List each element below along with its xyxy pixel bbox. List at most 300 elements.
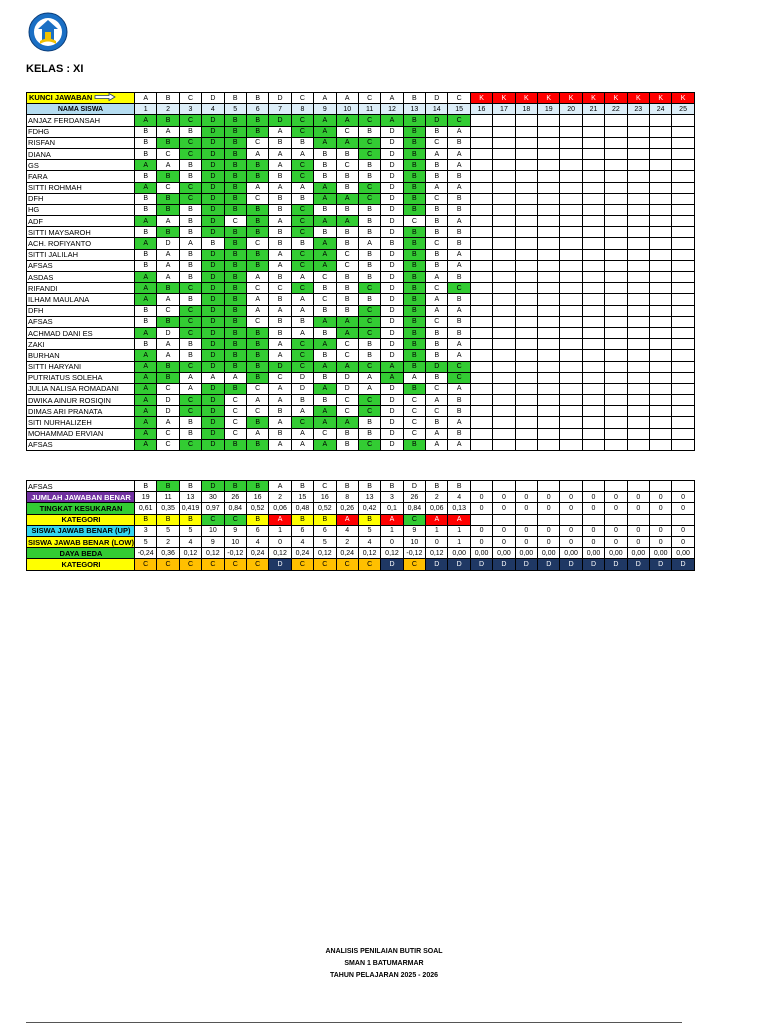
answer-cell: C	[448, 115, 470, 126]
answer-cell: A	[314, 439, 336, 450]
answer-cell: D	[381, 272, 403, 283]
footer-school: SMAN 1 BATUMARMAR	[344, 960, 424, 967]
answer-cell	[515, 204, 537, 215]
answer-cell: A	[426, 428, 448, 439]
answer-cell: C	[358, 115, 380, 126]
answer-cell: B	[403, 182, 425, 193]
answer-cell: A	[157, 339, 179, 350]
answer-cell	[470, 316, 492, 327]
answer-cell: C	[358, 439, 380, 450]
answer-cell	[560, 327, 582, 338]
answer-cell	[649, 417, 671, 428]
answer-cell: D	[291, 372, 313, 383]
answer-cell: B	[224, 272, 246, 283]
answer-cell: B	[291, 481, 313, 492]
answer-cell	[627, 294, 649, 305]
answer-cell	[672, 260, 694, 271]
answer-cell	[493, 372, 515, 383]
answer-cell	[515, 361, 537, 372]
analysis-value: 4	[358, 536, 380, 547]
analysis-value: 0	[649, 492, 671, 503]
answer-cell	[582, 481, 604, 492]
answer-cell: A	[314, 182, 336, 193]
answer-cell	[493, 272, 515, 283]
answer-cell: A	[291, 272, 313, 283]
answer-cell: A	[135, 439, 157, 450]
answer-cell: D	[381, 249, 403, 260]
answer-cell: B	[246, 216, 268, 227]
answer-cell: B	[358, 428, 380, 439]
answer-cell: D	[291, 383, 313, 394]
student-row	[27, 238, 695, 249]
answer-cell	[515, 327, 537, 338]
analysis-value: A	[336, 514, 358, 525]
answer-cell: B	[246, 350, 268, 361]
answer-cell	[582, 193, 604, 204]
answer-cell: B	[403, 383, 425, 394]
answer-cell: B	[314, 148, 336, 159]
answer-cell	[538, 249, 560, 260]
student-name: ILHAM MAULANA	[27, 294, 135, 305]
answer-cell: A	[448, 350, 470, 361]
answer-key-cell: K	[515, 93, 537, 104]
answer-cell: B	[403, 439, 425, 450]
answer-cell: B	[426, 227, 448, 238]
answer-cell: B	[135, 305, 157, 316]
answer-cell: A	[269, 216, 291, 227]
student-row	[27, 260, 695, 271]
summary-student-row	[27, 481, 695, 492]
answer-cell	[515, 171, 537, 182]
answer-cell	[538, 395, 560, 406]
answer-cell: A	[157, 417, 179, 428]
answer-cell: C	[314, 428, 336, 439]
answer-cell	[493, 249, 515, 260]
analysis-value: 0,26	[336, 503, 358, 514]
answer-cell: B	[179, 126, 201, 137]
analysis-value: A	[381, 514, 403, 525]
analysis-value: 0	[605, 503, 627, 514]
answer-cell	[582, 339, 604, 350]
analysis-value	[493, 514, 515, 525]
answer-cell	[582, 126, 604, 137]
answer-cell: C	[179, 316, 201, 327]
analysis-value: 0	[582, 536, 604, 547]
answer-cell	[470, 417, 492, 428]
answer-cell: A	[246, 182, 268, 193]
answer-cell: B	[336, 272, 358, 283]
answer-cell: C	[157, 182, 179, 193]
answer-cell	[672, 182, 694, 193]
answer-cell	[560, 238, 582, 249]
school-emblem-icon	[28, 12, 68, 52]
answer-cell	[470, 272, 492, 283]
answer-cell	[560, 260, 582, 271]
analysis-value: 0	[560, 536, 582, 547]
answer-cell: B	[403, 316, 425, 327]
answer-cell	[605, 238, 627, 249]
answer-cell: C	[358, 361, 380, 372]
answer-cell: C	[246, 137, 268, 148]
answer-cell	[672, 406, 694, 417]
answer-cell	[493, 350, 515, 361]
answer-cell: A	[448, 182, 470, 193]
answer-key-cell: A	[336, 93, 358, 104]
answer-cell	[672, 283, 694, 294]
answer-cell	[649, 372, 671, 383]
answer-cell: C	[426, 137, 448, 148]
analysis-value: 26	[403, 492, 425, 503]
answer-cell: A	[314, 193, 336, 204]
answer-cell: C	[291, 115, 313, 126]
answer-cell: A	[336, 327, 358, 338]
answer-cell	[538, 327, 560, 338]
student-name: SITTI JALILAH	[27, 249, 135, 260]
answer-cell	[493, 339, 515, 350]
answer-cell: D	[202, 305, 224, 316]
answer-cell: A	[291, 439, 313, 450]
answer-cell	[605, 339, 627, 350]
answer-cell: C	[179, 137, 201, 148]
answer-cell: B	[314, 171, 336, 182]
answer-cell: C	[291, 260, 313, 271]
answer-cell	[470, 148, 492, 159]
answer-cell: B	[426, 126, 448, 137]
answer-cell	[649, 238, 671, 249]
student-name: BURHAN	[27, 350, 135, 361]
answer-cell	[560, 350, 582, 361]
answer-cell	[672, 272, 694, 283]
answer-cell	[605, 148, 627, 159]
answer-cell: C	[336, 395, 358, 406]
student-row	[27, 350, 695, 361]
answer-cell: A	[336, 193, 358, 204]
analysis-value: D	[560, 559, 582, 570]
answer-cell: B	[403, 238, 425, 249]
answer-cell	[493, 316, 515, 327]
answer-cell	[605, 193, 627, 204]
answer-cell: D	[381, 283, 403, 294]
answer-cell: B	[314, 395, 336, 406]
answer-cell	[515, 439, 537, 450]
question-number: 3	[179, 104, 201, 115]
analysis-value: 0,24	[291, 548, 313, 559]
answer-cell: D	[381, 148, 403, 159]
answer-cell: A	[157, 126, 179, 137]
answer-cell	[605, 327, 627, 338]
analysis-value	[560, 514, 582, 525]
analysis-value: 0,00	[560, 548, 582, 559]
answer-cell: A	[381, 115, 403, 126]
student-name: SITTI ROHMAH	[27, 182, 135, 193]
answer-cell	[515, 283, 537, 294]
answer-cell	[493, 148, 515, 159]
answer-cell: A	[246, 294, 268, 305]
answer-cell	[538, 148, 560, 159]
answer-key-cell: C	[291, 93, 313, 104]
answer-cell: D	[381, 327, 403, 338]
answer-cell: A	[269, 182, 291, 193]
answer-cell	[672, 372, 694, 383]
analysis-value: 6	[291, 525, 313, 536]
answer-cell	[582, 383, 604, 394]
answer-cell: B	[179, 204, 201, 215]
answer-cell: C	[179, 406, 201, 417]
answer-cell: B	[224, 316, 246, 327]
answer-cell	[605, 137, 627, 148]
analysis-value: 0	[560, 525, 582, 536]
answer-cell	[493, 439, 515, 450]
answer-key-cell: D	[426, 93, 448, 104]
analysis-value	[672, 514, 694, 525]
answer-cell	[672, 428, 694, 439]
answer-cell: A	[157, 272, 179, 283]
analysis-value: D	[649, 559, 671, 570]
answer-cell: B	[224, 137, 246, 148]
answer-cell: B	[269, 193, 291, 204]
answer-cell: B	[291, 238, 313, 249]
answer-cell	[493, 238, 515, 249]
answer-cell	[672, 249, 694, 260]
answer-cell: A	[179, 372, 201, 383]
answer-cell: A	[179, 383, 201, 394]
answer-cell	[605, 395, 627, 406]
answer-cell: C	[224, 428, 246, 439]
answer-cell: C	[157, 439, 179, 450]
answer-cell: B	[269, 238, 291, 249]
student-row	[27, 428, 695, 439]
answer-cell: D	[381, 350, 403, 361]
analysis-value: 0,12	[426, 548, 448, 559]
answer-cell: A	[358, 238, 380, 249]
answer-cell: A	[157, 160, 179, 171]
analysis-value: C	[336, 559, 358, 570]
answer-cell: A	[314, 316, 336, 327]
answer-cell	[470, 372, 492, 383]
analysis-value: 0,00	[672, 548, 694, 559]
answer-cell: D	[202, 204, 224, 215]
answer-cell	[672, 148, 694, 159]
answer-cell	[672, 115, 694, 126]
answer-cell: D	[202, 406, 224, 417]
answer-cell: A	[269, 481, 291, 492]
answer-cell	[582, 361, 604, 372]
answer-cell: B	[336, 171, 358, 182]
answer-cell	[560, 417, 582, 428]
answer-cell	[649, 204, 671, 215]
analysis-value: 0	[582, 492, 604, 503]
question-number: 6	[246, 104, 268, 115]
answer-cell: A	[135, 372, 157, 383]
answer-cell: B	[314, 227, 336, 238]
answer-cell	[515, 406, 537, 417]
answer-cell	[538, 204, 560, 215]
answer-cell: C	[179, 305, 201, 316]
student-name: SITTI HARYANI	[27, 361, 135, 372]
answer-cell	[649, 160, 671, 171]
student-name: ANJAZ FERDANSAH	[27, 115, 135, 126]
analysis-row-label: KATEGORI	[27, 559, 135, 570]
answer-cell: B	[403, 294, 425, 305]
answer-cell: B	[179, 216, 201, 227]
answer-cell: D	[202, 395, 224, 406]
analysis-value: 0	[515, 525, 537, 536]
answer-cell	[470, 350, 492, 361]
answer-cell	[582, 160, 604, 171]
answer-cell	[470, 283, 492, 294]
class-label: KELAS : XI	[26, 63, 84, 75]
answer-cell: A	[291, 428, 313, 439]
answer-cell: B	[157, 204, 179, 215]
answer-cell	[672, 305, 694, 316]
answer-cell	[515, 272, 537, 283]
answer-cell: B	[157, 227, 179, 238]
answer-cell: B	[403, 171, 425, 182]
analysis-value: D	[538, 559, 560, 570]
answer-cell	[560, 182, 582, 193]
analysis-value: 0	[649, 525, 671, 536]
answer-cell: B	[336, 481, 358, 492]
answer-cell: A	[269, 417, 291, 428]
student-name: JULIA NALISA ROMADANI	[27, 383, 135, 394]
answer-cell: A	[291, 182, 313, 193]
answer-cell: B	[179, 171, 201, 182]
answer-cell: B	[358, 126, 380, 137]
answer-cell	[493, 126, 515, 137]
analysis-value: B	[358, 514, 380, 525]
answer-cell	[515, 193, 537, 204]
analysis-value: 6	[314, 525, 336, 536]
analysis-value: 6	[246, 525, 268, 536]
analysis-value: D	[426, 559, 448, 570]
analysis-value: 11	[157, 492, 179, 503]
answer-cell: A	[448, 160, 470, 171]
answer-cell: C	[224, 395, 246, 406]
answer-cell	[649, 428, 671, 439]
answer-cell: A	[448, 216, 470, 227]
answer-cell	[649, 126, 671, 137]
answer-cell: C	[224, 406, 246, 417]
analysis-value: 0,00	[605, 548, 627, 559]
answer-key-cell: A	[135, 93, 157, 104]
student-row	[27, 361, 695, 372]
answer-cell	[470, 361, 492, 372]
summary-student-name: AFSAS	[27, 481, 135, 492]
answer-cell	[538, 171, 560, 182]
answer-cell	[672, 339, 694, 350]
answer-key-row	[27, 93, 695, 104]
answer-cell	[470, 204, 492, 215]
analysis-value: D	[448, 559, 470, 570]
answer-cell: A	[314, 249, 336, 260]
answer-key-text: KUNCI JAWABAN	[29, 93, 93, 103]
analysis-row	[27, 492, 695, 503]
student-name: HG	[27, 204, 135, 215]
analysis-value: B	[291, 514, 313, 525]
answer-cell: B	[135, 137, 157, 148]
analysis-value: 8	[336, 492, 358, 503]
analysis-value: 4	[336, 525, 358, 536]
answer-cell: B	[403, 160, 425, 171]
answer-cell: B	[448, 193, 470, 204]
student-name: RIFANDI	[27, 283, 135, 294]
answer-cell: B	[403, 137, 425, 148]
answer-cell	[538, 283, 560, 294]
analysis-value: -0,24	[135, 548, 157, 559]
analysis-value: 0	[582, 525, 604, 536]
answer-cell	[515, 294, 537, 305]
answer-cell	[582, 406, 604, 417]
answer-cell: B	[269, 316, 291, 327]
answer-cell: B	[202, 238, 224, 249]
answer-cell: D	[202, 428, 224, 439]
analysis-value: 0,419	[179, 503, 201, 514]
answer-cell: B	[224, 339, 246, 350]
answer-cell	[605, 350, 627, 361]
answer-cell: B	[314, 327, 336, 338]
answer-cell: D	[202, 148, 224, 159]
answer-cell	[627, 305, 649, 316]
answer-cell: B	[157, 193, 179, 204]
answer-cell	[605, 406, 627, 417]
answer-cell: B	[381, 238, 403, 249]
answer-cell	[649, 148, 671, 159]
answer-cell: D	[157, 238, 179, 249]
analysis-value: 0	[515, 536, 537, 547]
analysis-value: -0,12	[224, 548, 246, 559]
question-number: 1	[135, 104, 157, 115]
answer-cell	[538, 383, 560, 394]
answer-cell: B	[448, 238, 470, 249]
answer-cell: C	[358, 327, 380, 338]
analysis-value: 0,35	[157, 503, 179, 514]
answer-cell: B	[135, 481, 157, 492]
answer-cell: D	[202, 417, 224, 428]
analysis-value: 0	[560, 492, 582, 503]
analysis-value: C	[246, 559, 268, 570]
answer-cell: C	[291, 227, 313, 238]
answer-cell: A	[381, 361, 403, 372]
answer-cell: B	[157, 316, 179, 327]
answer-cell: A	[135, 294, 157, 305]
student-row	[27, 383, 695, 394]
answer-cell: A	[135, 160, 157, 171]
answer-cell: C	[291, 216, 313, 227]
answer-cell: B	[448, 171, 470, 182]
answer-cell	[470, 294, 492, 305]
answer-cell: A	[448, 439, 470, 450]
answer-cell: A	[336, 216, 358, 227]
answer-cell: A	[291, 305, 313, 316]
answer-cell: D	[202, 193, 224, 204]
answer-cell: A	[426, 148, 448, 159]
answer-cell	[649, 316, 671, 327]
student-row	[27, 294, 695, 305]
answer-cell	[515, 249, 537, 260]
answer-cell: C	[246, 406, 268, 417]
answer-cell: D	[202, 137, 224, 148]
answer-cell: B	[224, 439, 246, 450]
answer-cell: A	[426, 439, 448, 450]
answer-cell	[649, 249, 671, 260]
answer-cell: A	[269, 249, 291, 260]
analysis-row	[27, 536, 695, 547]
answer-cell	[560, 439, 582, 450]
analysis-value: 0	[605, 525, 627, 536]
analysis-value: 3	[135, 525, 157, 536]
answer-cell: A	[135, 406, 157, 417]
student-name: AFSAS	[27, 260, 135, 271]
